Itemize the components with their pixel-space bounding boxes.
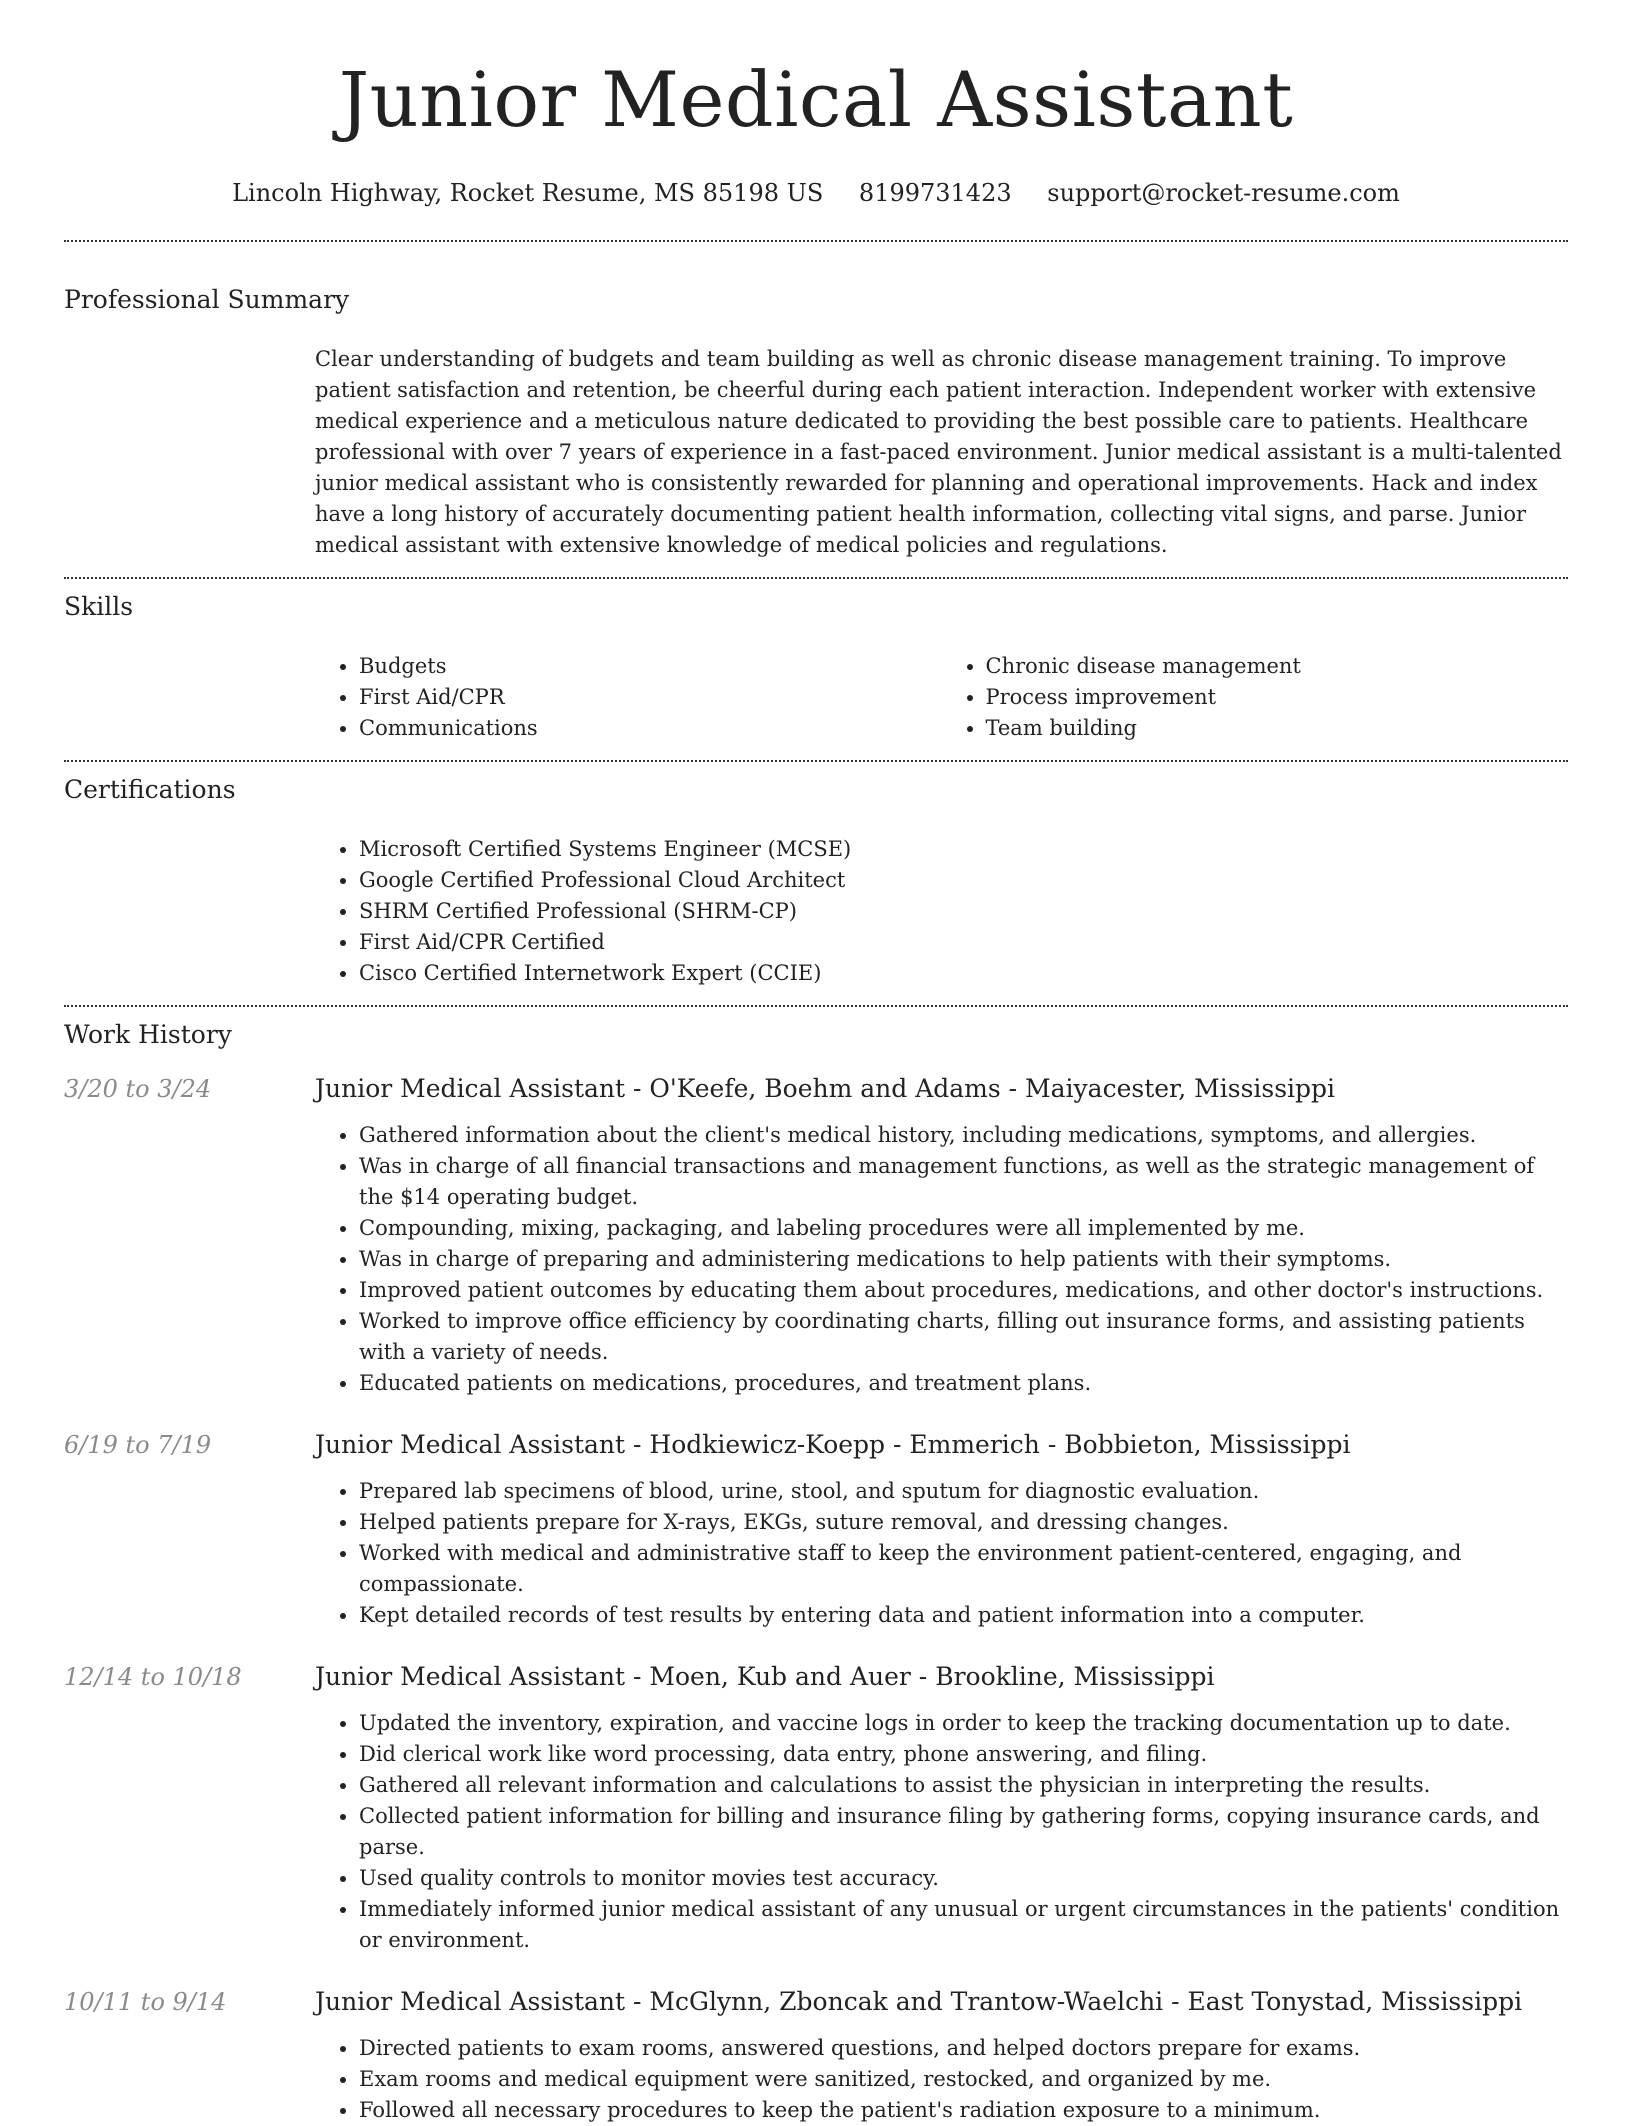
job-dates: 3/20 to 3/24 <box>64 1075 212 1103</box>
summary-heading: Professional Summary <box>64 285 350 314</box>
certifications-list <box>315 834 1568 989</box>
job-bullet: • Collected patient information for billing and insurance filing by gathering forms, copying insurance cards, and parse. <box>359 1801 1568 1863</box>
job-bullet: • Prepared lab specimens of blood, urine, stool, and sputum for diagnostic evaluation. <box>359 1476 1568 1507</box>
job-bullet: • Did clerical work like word processing, data entry, phone answering, and filing. <box>359 1739 1568 1770</box>
job-bullet: • Gathered information about the client's medical history, including medications, symptoms, and allergies. <box>359 1120 1568 1151</box>
certification-item: • Cisco Certified Internetwork Expert (CCIE) <box>359 958 1568 989</box>
certifications-heading: Certifications <box>64 775 236 804</box>
job-bullet: • Updated the inventory, expiration, and vaccine logs in order to keep the tracking documentation up to date. <box>359 1708 1568 1739</box>
job-bullet: • Educated patients on medications, procedures, and treatment plans. <box>359 1368 1568 1399</box>
job-entry <box>64 1661 1568 1956</box>
contact-phone: 8199731423 <box>858 179 1012 207</box>
skills-column-right <box>942 651 1569 744</box>
job-bullet: • Worked with medical and administrative staff to keep the environment patient-centered, engaging, and compassionate. <box>359 1538 1568 1600</box>
skill-item: • Process improvement <box>986 682 1569 713</box>
job-details <box>315 1661 1568 1956</box>
certification-item: • Microsoft Certified Systems Engineer (MCSE) <box>359 834 1568 865</box>
job-bullet: • Exam rooms and medical equipment were sanitized, restocked, and organized by me. <box>359 2064 1522 2095</box>
job-bullet: • Helped patients prepare for X-rays, EKGs, suture removal, and dressing changes. <box>359 1507 1568 1538</box>
skills-list <box>315 651 1568 744</box>
job-title: Junior Medical Assistant - McGlynn, Zboncak and Trantow-Waelchi - East Tonystad, Mississippi <box>315 1987 1523 2016</box>
summary-text: Clear understanding of budgets and team building as well as chronic disease management training. To improve patient satisfaction and retention, be cheerful during each patient interaction. Independent worker with extensive medical experience and a meticulous nature dedicated to providing the best possible care to patients. Healthcare professional with over 7 years of experience in a fast-paced environment. Junior medical assistant is a multi-talented junior medical assistant who is consistently rewarded for planning and operational improvements. Hack and index have a long history of accurately documenting patient health information, collecting vital signs, and parse. Junior medical assistant with extensive knowledge of medical policies and regulations. <box>315 347 1562 557</box>
skill-item: • Chronic disease management <box>986 651 1569 682</box>
candidate-name: Junior Medical Assistant <box>338 55 1294 144</box>
section-divider <box>64 240 1568 242</box>
skills-column-left <box>315 651 942 744</box>
section-divider <box>64 577 1568 579</box>
contact-email: support@rocket-resume.com <box>1047 179 1400 207</box>
job-details <box>315 1986 1522 2126</box>
skill-item: • First Aid/CPR <box>359 682 942 713</box>
job-dates: 6/19 to 7/19 <box>64 1431 212 1459</box>
skill-item: • Budgets <box>359 651 942 682</box>
certification-item: • Google Certified Professional Cloud Architect <box>359 865 1568 896</box>
job-bullet: • Was in charge of all financial transactions and management functions, as well as the strategic management of the $14 operating budget. <box>359 1151 1568 1213</box>
work-history-heading: Work History <box>64 1020 232 1049</box>
section-divider <box>64 1005 1568 1007</box>
job-dates: 12/14 to 10/18 <box>64 1663 242 1691</box>
job-details <box>315 1429 1568 1631</box>
job-title: Junior Medical Assistant - Hodkiewicz-Koepp - Emmerich - Bobbieton, Mississippi <box>315 1430 1351 1459</box>
job-details <box>315 1073 1568 1399</box>
job-bullet: • Compounding, mixing, packaging, and labeling procedures were all implemented by me. <box>359 1213 1568 1244</box>
job-bullet: • Directed patients to exam rooms, answered questions, and helped doctors prepare for exams. <box>359 2033 1522 2064</box>
job-title: Junior Medical Assistant - O'Keefe, Boehm and Adams - Maiyacester, Mississippi <box>315 1074 1336 1103</box>
job-bullet: • Improved patient outcomes by educating them about procedures, medications, and other doctor's instructions. <box>359 1275 1568 1306</box>
job-title: Junior Medical Assistant - Moen, Kub and Auer - Brookline, Mississippi <box>315 1662 1215 1691</box>
job-bullet: • Used quality controls to monitor movies test accuracy. <box>359 1863 1568 1894</box>
certification-item: • First Aid/CPR Certified <box>359 927 1568 958</box>
job-entry <box>64 1986 1568 2126</box>
skill-item: • Team building <box>986 713 1569 744</box>
contact-address: Lincoln Highway, Rocket Resume, MS 85198 US <box>232 179 824 207</box>
job-bullet: • Followed all necessary procedures to keep the patient's radiation exposure to a minimum. <box>359 2095 1522 2126</box>
section-divider <box>64 760 1568 762</box>
job-dates: 10/11 to 9/14 <box>64 1988 227 2016</box>
certification-item: • SHRM Certified Professional (SHRM-CP) <box>359 896 1568 927</box>
job-bullet: • Immediately informed junior medical assistant of any unusual or urgent circumstances in the patients' condition or environment. <box>359 1894 1568 1956</box>
contact-line <box>64 178 1568 208</box>
job-entry <box>64 1429 1568 1631</box>
job-bullet: • Worked to improve office efficiency by coordinating charts, filling out insurance forms, and assisting patients with a variety of needs. <box>359 1306 1568 1368</box>
job-entry <box>64 1073 1568 1399</box>
skills-heading: Skills <box>64 592 134 621</box>
work-history-list <box>64 1073 1568 2126</box>
skill-item: • Communications <box>359 713 942 744</box>
job-bullet: • Was in charge of preparing and administering medications to help patients with their symptoms. <box>359 1244 1568 1275</box>
job-bullet: • Gathered all relevant information and calculations to assist the physician in interpreting the results. <box>359 1770 1568 1801</box>
job-bullet: • Kept detailed records of test results by entering data and patient information into a computer. <box>359 1600 1568 1631</box>
